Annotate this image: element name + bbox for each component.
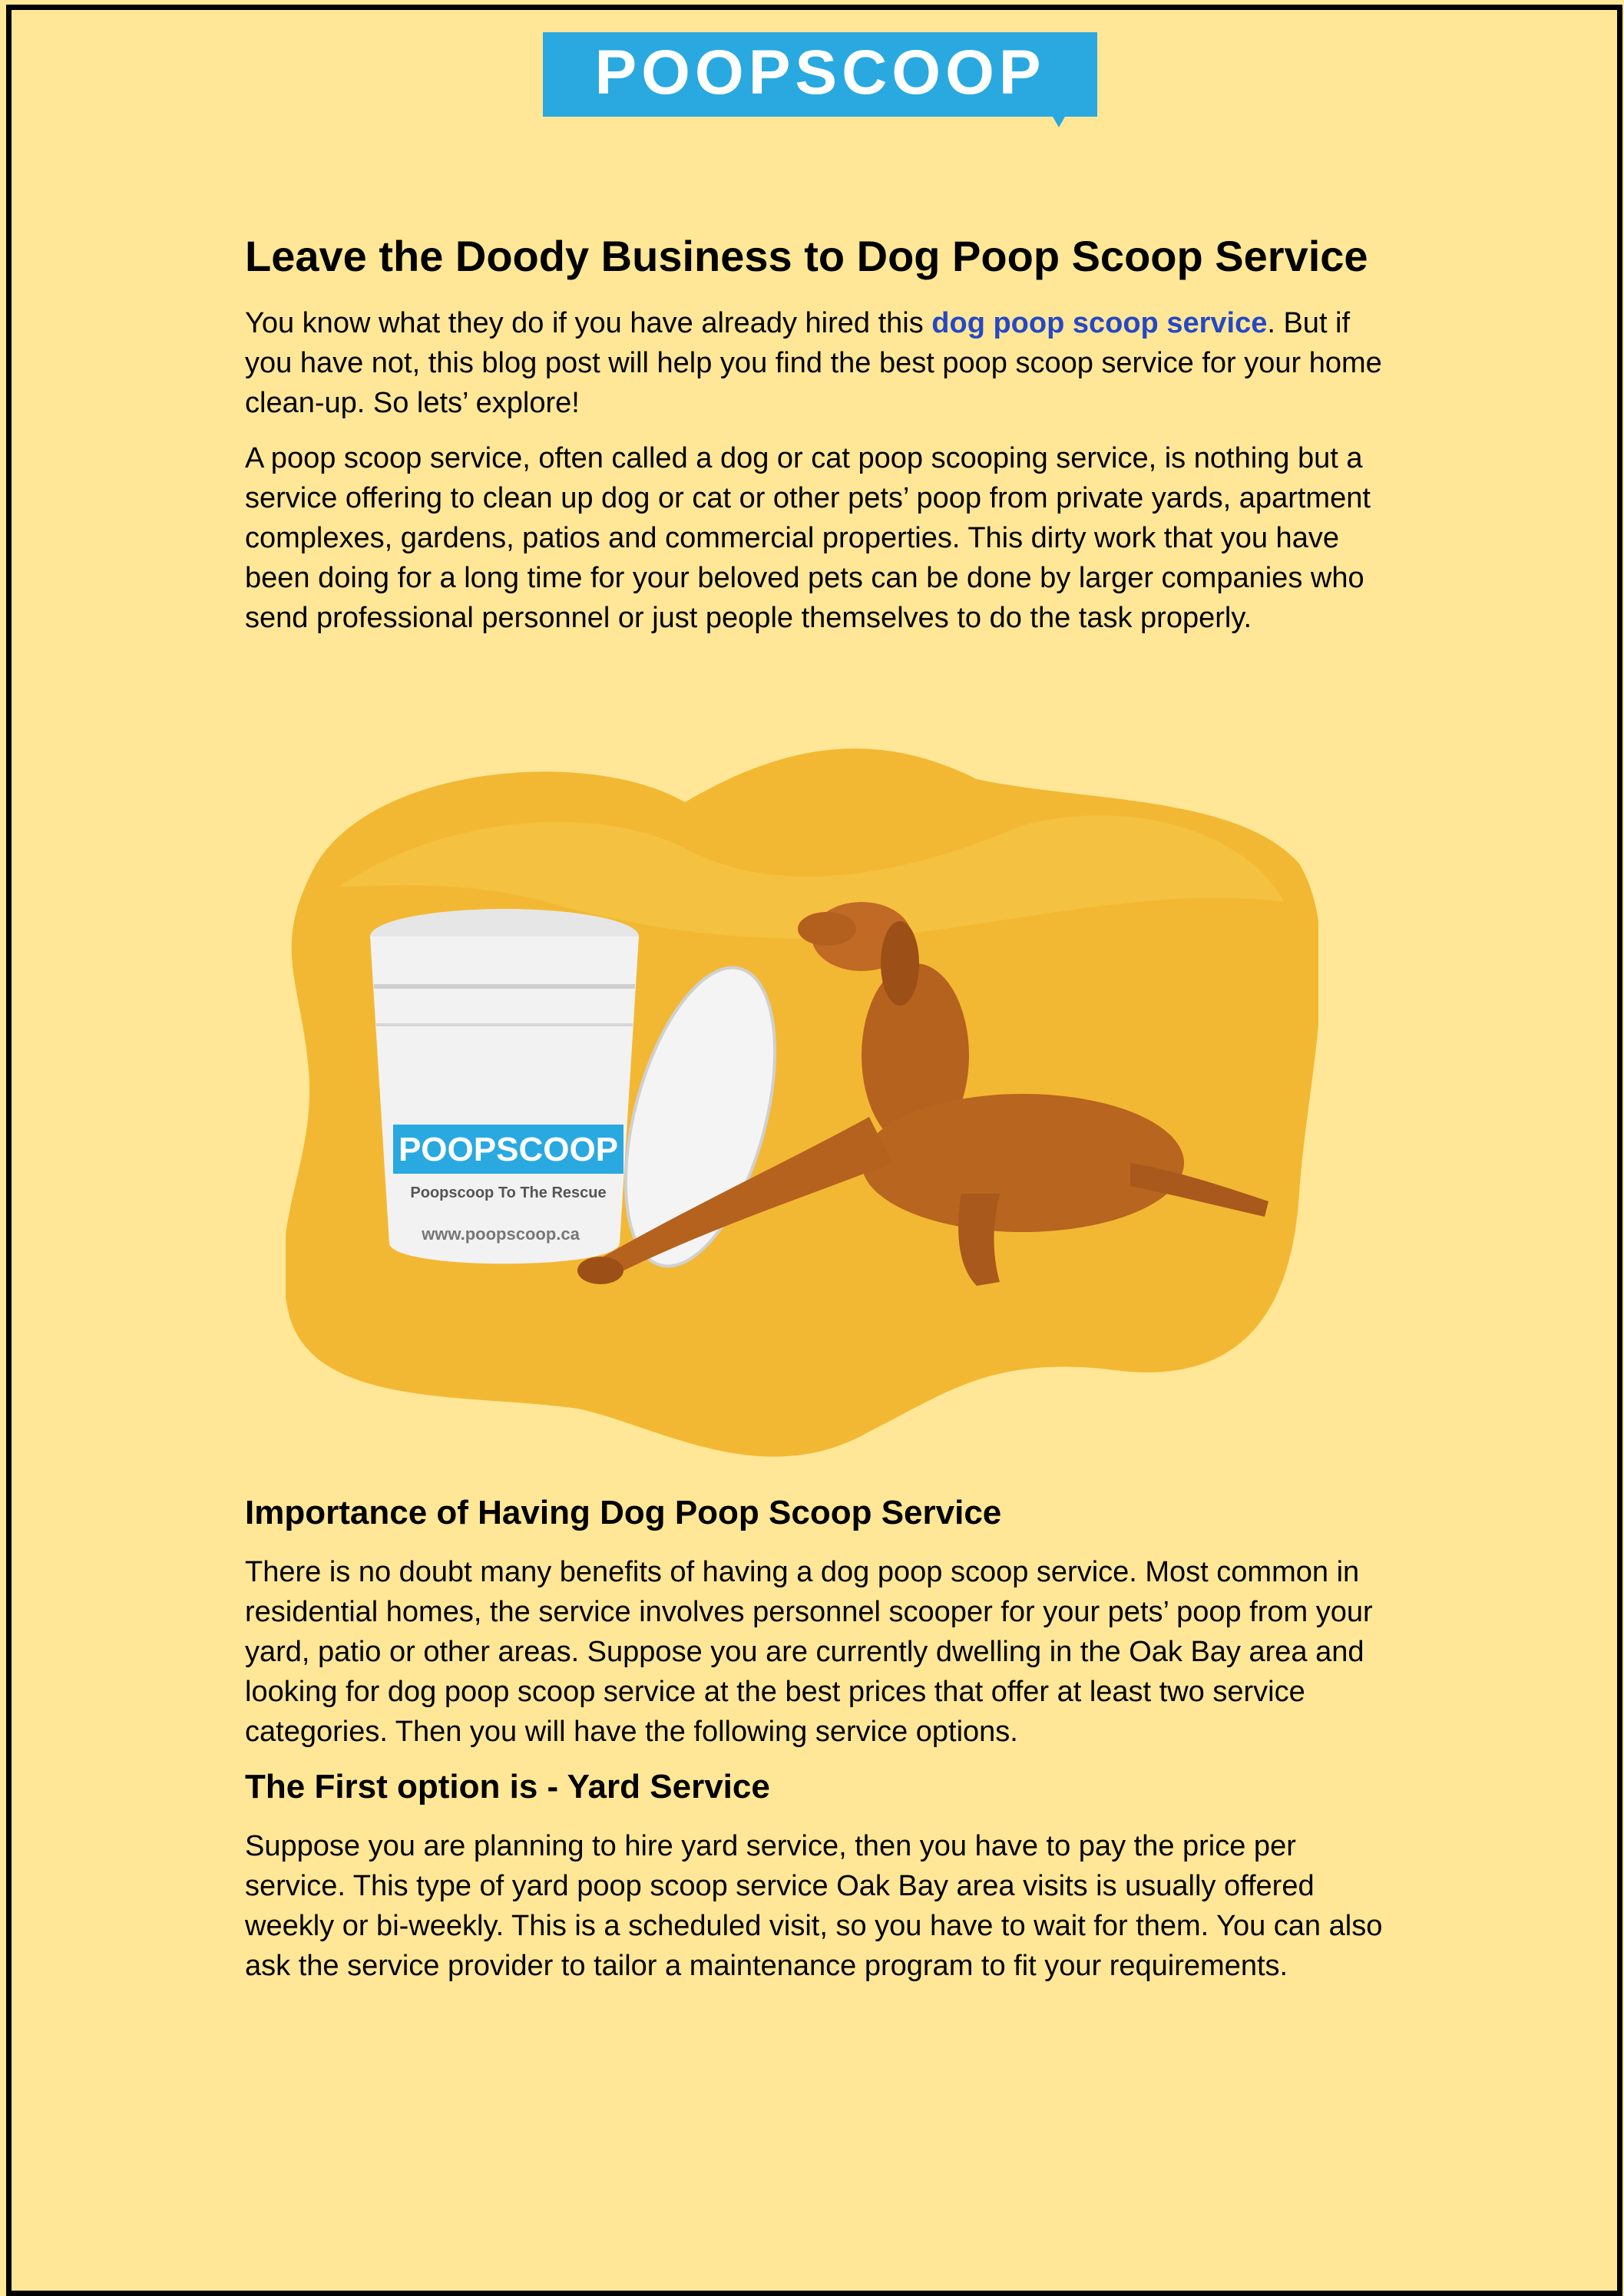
hero-image xyxy=(286,733,1318,1462)
importance-paragraph: There is no doubt many benefits of having a dog poop scoop service. Most common in residential homes, the service involves personnel scooper for your pets’ poop from your yard, patio or other areas. Suppose you are currently dwelling in the Oak Bay area and looking for dog poop scoop service at the best prices that offer at least two service categories. Then you will have the following service options. xyxy=(245,1555,1373,1748)
intro-paragraph: You know what they do if you have already hired this dog poop scoop service. But if you have not, this blog post will help you find the best poop scoop service for your home clean-up. So lets’ explore! xyxy=(245,307,1382,420)
poopscoop-logo[interactable] xyxy=(543,32,1097,127)
yard-service-paragraph: Suppose you are planning to hire yard service, then you have to pay the price per service. This type of yard poop scoop service Oak Bay area visits is usually offered weekly or bi-weekly. This is a scheduled visit, so you have to wait for them. You can also ask the service provider to tailor a maintenance program to fit your requirements. xyxy=(245,1829,1383,1982)
bucket-tagline: Poopscoop To The Rescue xyxy=(410,1184,607,1201)
importance-heading: Importance of Having Dog Poop Scoop Service xyxy=(245,1494,1002,1531)
page-title: Leave the Doody Business to Dog Poop Scoop Service xyxy=(245,232,1368,280)
bucket xyxy=(370,909,639,1264)
bucket-url: www.poopscoop.ca xyxy=(422,1224,580,1244)
yard-service-heading: The First option is - Yard Service xyxy=(245,1767,770,1805)
dog-poop-scoop-service-link[interactable]: dog poop scoop service xyxy=(931,307,1268,340)
logo-text: POOPSCOOP xyxy=(594,38,1046,107)
description-paragraph: A poop scoop service, often called a dog or cat poop scooping service, is nothing but a service offering to clean up dog or cat or other pets’ poop from private yards, apartment complexes, gardens, patios and commercial properties. This dirty work that you have been doing for a long time for your beloved pets can be done by larger companies who send professional personnel or just people themselves to do the task properly. xyxy=(245,442,1371,635)
bucket-logo: POOPSCOOP xyxy=(398,1131,619,1168)
